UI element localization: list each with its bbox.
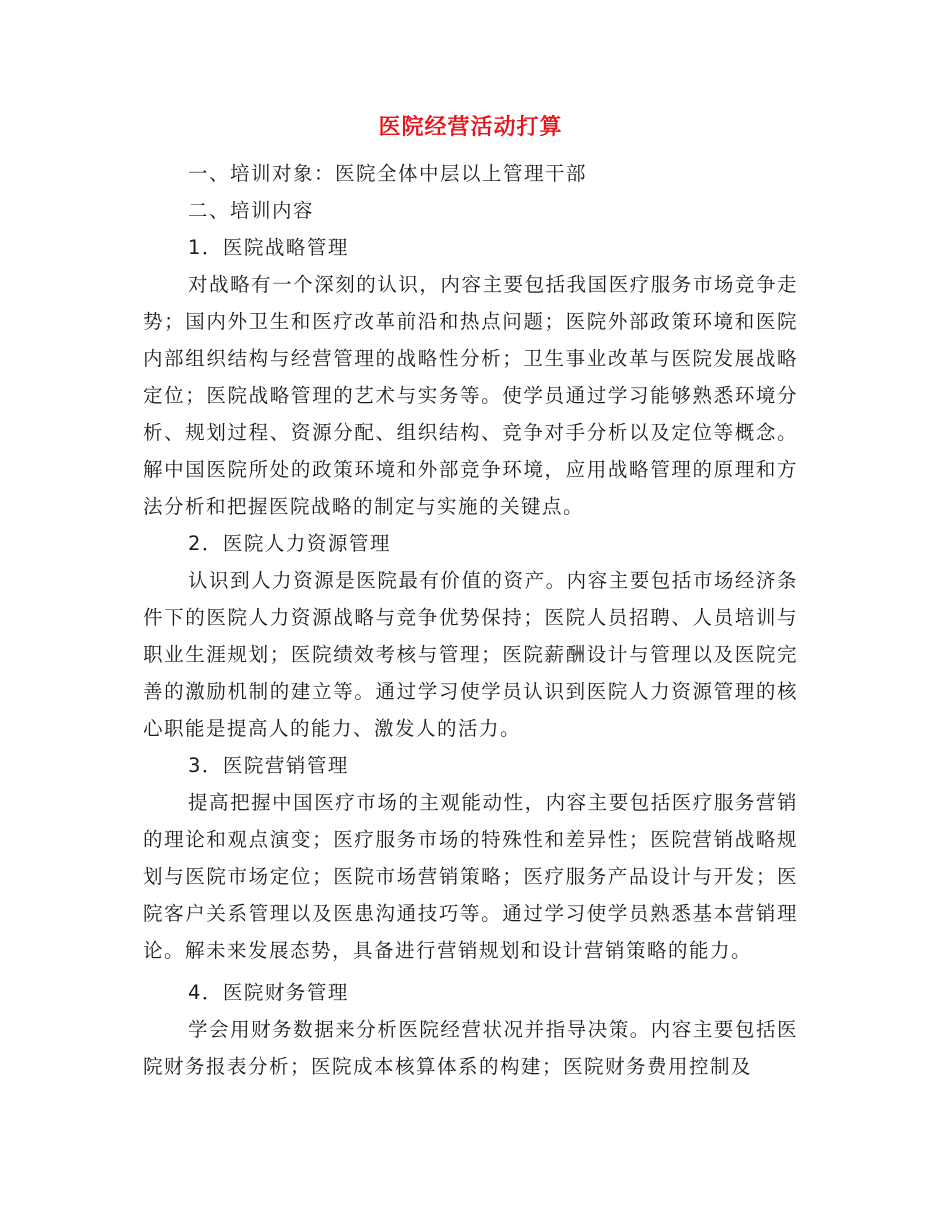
paragraph-hr-management: 认识到人力资源是医院最有价值的资产。内容主要包括市场经济条件下的医院人力资源战略与竞争优势保持；医院人员招聘、人员培训与职业生涯规划；医院绩效考核与管理；医院薪酬设计与管理以及医院完善的激励机制的建立等。通过学习使学员认识到医院人力资源管理的核心职能是提高人的能力、激发人的活力。 [143, 569, 798, 740]
document-body [143, 155, 798, 1085]
document-title: 医院经营活动打算 [378, 115, 563, 140]
paragraph-marketing-management: 提高把握中国医疗市场的主观能动性，内容主要包括医疗服务营销的理论和观点演变；医疗服务市场的特殊性和差异性；医院营销战略规划与医院市场定位；医院市场营销策略；医疗服务产品设计与开发；医院客户关系管理以及医患沟通技巧等。通过学习使学员熟悉基本营销理论。解未来发展态势，具备进行营销规划和设计营销策略的能力。 [143, 791, 798, 962]
subheading-hr-management: 2．医院人力资源管理 [188, 532, 391, 555]
subheading-strategy-management: 1．医院战略管理 [188, 236, 349, 259]
section-heading-training-content: 二、培训内容 [188, 199, 315, 222]
paragraph-strategy-management: 对战略有一个深刻的认识，内容主要包括我国医疗服务市场竞争走势；国内外卫生和医疗改革前沿和热点问题；医院外部政策环境和医院内部组织结构与经营管理的战略性分析；卫生事业改革与医院发展战略定位；医院战略管理的艺术与实务等。使学员通过学习能够熟悉环境分析、规划过程、资源分配、组织结构、竞争对手分析以及定位等概念。解中国医院所处的政策环境和外部竞争环境，应用战略管理的原理和方法分析和把握医院战略的制定与实施的关键点。 [143, 273, 798, 518]
subheading-finance-management: 4．医院财务管理 [188, 981, 349, 1004]
section-heading-training-target: 一、培训对象：医院全体中层以上管理干部 [188, 162, 588, 185]
subheading-marketing-management: 3．医院营销管理 [188, 754, 349, 777]
document-page [143, 0, 798, 1230]
paragraph-finance-management: 学会用财务数据来分析医院经营状况并指导决策。内容主要包括医院财务报表分析；医院成本核算体系的构建；医院财务费用控制及 [143, 1018, 798, 1078]
